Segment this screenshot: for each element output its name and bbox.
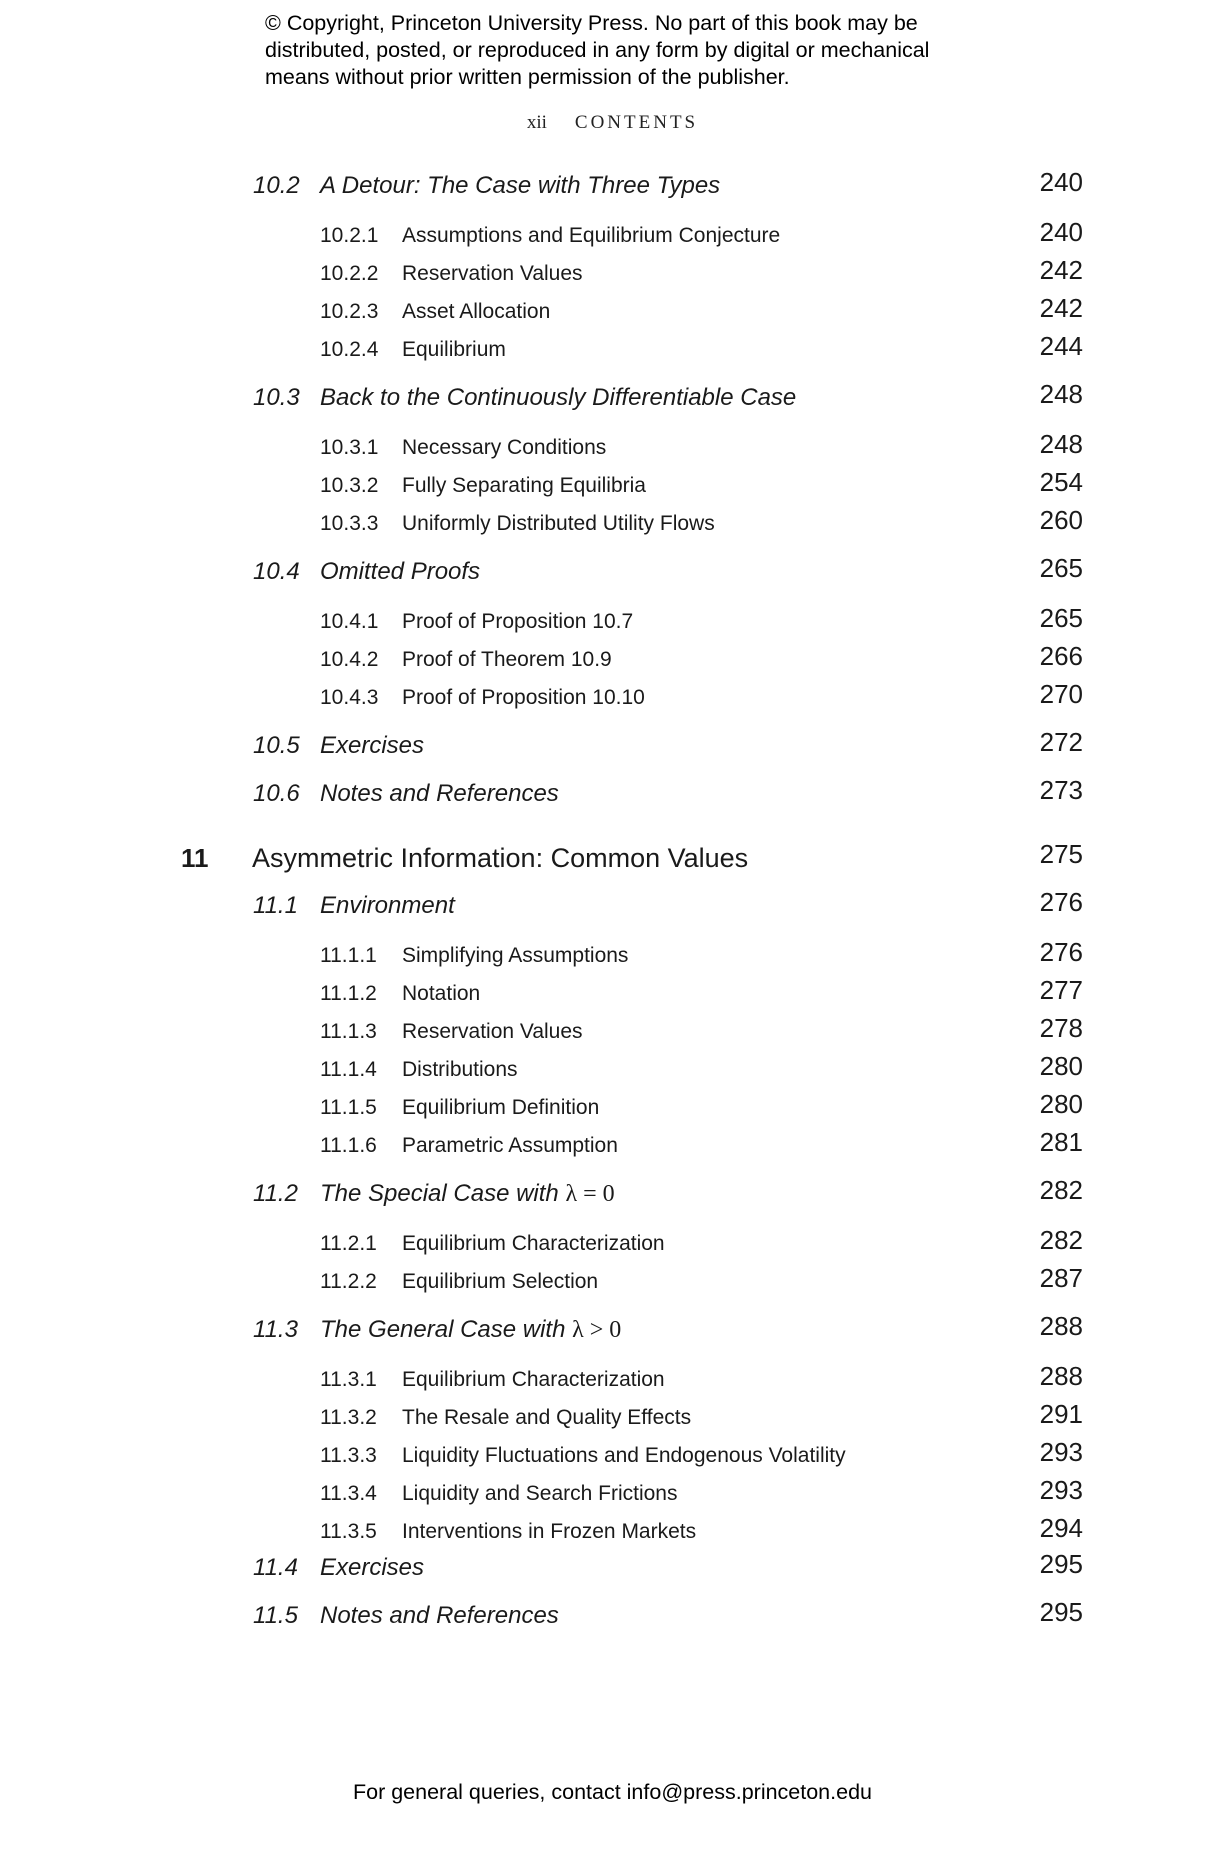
- toc-entry-number: 11.1.3: [320, 1020, 377, 1043]
- toc-entry-number: 10.4.2: [320, 648, 379, 671]
- toc-entry-title-text: Uniformly Distributed Utility Flows: [402, 512, 715, 535]
- toc-subsection-row[interactable]: [0, 1226, 1225, 1262]
- toc-entry-title: [320, 554, 480, 590]
- toc-entry-title-text: Reservation Values: [402, 1020, 583, 1043]
- toc-section-row[interactable]: [0, 1598, 1225, 1634]
- toc-entry-title: [402, 1128, 618, 1164]
- toc-entry-number: 11: [181, 843, 209, 873]
- toc-entry-number: 11.2.2: [320, 1270, 377, 1293]
- toc-section-row[interactable]: [0, 1312, 1225, 1348]
- toc-entry-title: [402, 1264, 598, 1300]
- copyright-notice: © Copyright, Princeton University Press. No part of this book may be distributed, posted, or reproduced in any form by digital or mechanical means without prior written permission of the publisher.: [265, 11, 930, 89]
- toc-entry-title-text: Equilibrium Definition: [402, 1096, 600, 1119]
- toc-entry-page-number: 277: [1039, 975, 1083, 1005]
- toc-entry-page-number: 242: [1039, 255, 1083, 285]
- toc-entry-title-text: Reservation Values: [402, 262, 583, 285]
- toc-entry-title-text: The General Case with: [320, 1316, 573, 1343]
- running-head: [0, 112, 1225, 134]
- toc-entry-title-text: Liquidity Fluctuations and Endogenous Volatility: [402, 1444, 846, 1467]
- toc-section-row[interactable]: [0, 888, 1225, 924]
- toc-entry-title-text: Asymmetric Information: Common Values: [252, 843, 749, 873]
- toc-entry-title: [320, 888, 455, 924]
- toc-entry-page-number: 276: [1039, 937, 1083, 967]
- toc-entry-title-text: The Resale and Quality Effects: [402, 1406, 692, 1429]
- toc-entry-number: 11.1: [253, 892, 298, 919]
- toc-entry-number: 10.3.1: [320, 436, 379, 459]
- toc-entry-page-number: 288: [1039, 1361, 1083, 1391]
- toc-entry-title: [402, 642, 612, 678]
- toc-entry-title-text: Equilibrium Characterization: [402, 1232, 665, 1255]
- toc-entry-page-number: 273: [1039, 775, 1083, 805]
- toc-entry-number: 10.3.3: [320, 512, 379, 535]
- toc-entry-title: [402, 332, 506, 368]
- toc-entry-title: [402, 1400, 691, 1436]
- toc-entry-number: 10.2.2: [320, 262, 379, 285]
- toc-entry-title-text: Assumptions and Equilibrium Conjecture: [402, 224, 781, 247]
- toc-entry-title-text: Proof of Theorem 10.9: [402, 648, 612, 671]
- toc-entry-title-text: Omitted Proofs: [320, 558, 481, 585]
- toc-entry-number: 11.1.2: [320, 982, 377, 1005]
- toc-entry-number: 11.3.2: [320, 1406, 377, 1429]
- toc-entry-math: λ > 0: [572, 1317, 622, 1343]
- toc-subsection-row[interactable]: [0, 1514, 1225, 1550]
- toc-entry-number: 11.1.4: [320, 1058, 377, 1081]
- toc-entry-title-text: Equilibrium: [402, 338, 506, 361]
- toc-entry-title: [320, 168, 720, 204]
- toc-entry-title: [402, 468, 646, 504]
- toc-entry-page-number: 242: [1039, 293, 1083, 323]
- toc-section-row[interactable]: [0, 554, 1225, 590]
- toc-entry-title-text: Liquidity and Search Frictions: [402, 1482, 678, 1505]
- toc-entry-page-number: 278: [1039, 1013, 1083, 1043]
- toc-entry-title: [402, 1362, 665, 1398]
- toc-section-row[interactable]: [0, 728, 1225, 764]
- toc-subsection-row[interactable]: [0, 680, 1225, 716]
- toc-subsection-row[interactable]: [0, 1090, 1225, 1126]
- toc-entry-title-text: Environment: [320, 892, 455, 919]
- toc-entry-page-number: 265: [1039, 553, 1083, 583]
- toc-entry-number: 11.4: [253, 1554, 298, 1581]
- toc-entry-number: 11.1.6: [320, 1134, 377, 1157]
- toc-entry-page-number: 240: [1039, 217, 1083, 247]
- toc-entry-page-number: 266: [1039, 641, 1083, 671]
- toc-entry-title: [402, 938, 628, 974]
- toc-entry-title: [402, 976, 480, 1012]
- toc-entry-number: 11.3.1: [320, 1368, 377, 1391]
- toc-entry-title-text: Exercises: [320, 1554, 425, 1581]
- toc-entry-title: [402, 1052, 518, 1088]
- toc-entry-title: [402, 1438, 846, 1474]
- toc-entry-title: [402, 680, 645, 716]
- toc-entry-title: [402, 294, 550, 330]
- toc-section-row[interactable]: [0, 776, 1225, 812]
- toc-entry-number: 11.3.4: [320, 1482, 377, 1505]
- toc-entry-title: [402, 1226, 665, 1262]
- toc-entry-page-number: 248: [1039, 379, 1083, 409]
- toc-entry-title-text: Fully Separating Equilibria: [402, 474, 646, 497]
- toc-subsection-row[interactable]: [0, 642, 1225, 678]
- toc-entry-title-text: Notation: [402, 982, 481, 1005]
- toc-entry-title: [402, 604, 633, 640]
- toc-entry-title: [402, 430, 606, 466]
- toc-subsection-row[interactable]: [0, 1128, 1225, 1164]
- page-folio: xii: [526, 112, 547, 133]
- toc-entry-page-number: 282: [1039, 1175, 1083, 1205]
- toc-entry-page-number: 293: [1039, 1437, 1083, 1467]
- toc-subsection-row[interactable]: [0, 294, 1225, 330]
- toc-subsection-row[interactable]: [0, 332, 1225, 368]
- toc-entry-page-number: 260: [1039, 505, 1083, 535]
- toc-entry-page-number: 291: [1039, 1399, 1083, 1429]
- toc-entry-page-number: 293: [1039, 1475, 1083, 1505]
- toc-entry-title-text: The Special Case with: [320, 1180, 566, 1207]
- toc-entry-number: 10.6: [253, 780, 300, 807]
- toc-subsection-row[interactable]: [0, 256, 1225, 292]
- toc-entry-number: 10.4.1: [320, 610, 379, 633]
- toc-entry-title: [402, 1476, 677, 1512]
- toc-entry-title-text: Notes and References: [320, 780, 559, 807]
- toc-entry-title: [320, 1550, 424, 1586]
- toc-entry-title: [402, 218, 780, 254]
- toc-entry-page-number: 270: [1039, 679, 1083, 709]
- toc-entry-number: 11.1.5: [320, 1096, 377, 1119]
- toc-entry-title-text: Asset Allocation: [402, 300, 551, 323]
- toc-section-row[interactable]: [0, 380, 1225, 416]
- toc-entry-title-text: Necessary Conditions: [402, 436, 607, 459]
- toc-subsection-row[interactable]: [0, 430, 1225, 466]
- toc-subsection-row[interactable]: [0, 506, 1225, 542]
- toc-entry-title: [320, 1312, 621, 1348]
- toc-entry-title-text: Exercises: [320, 732, 425, 759]
- toc-entry-number: 11.5: [253, 1602, 298, 1629]
- toc-subsection-row[interactable]: [0, 1014, 1225, 1050]
- toc-entry-page-number: 294: [1039, 1513, 1083, 1543]
- toc-entry-number: 11.1.1: [320, 944, 377, 967]
- toc-entry-page-number: 282: [1039, 1225, 1083, 1255]
- toc-entry-title: [320, 728, 424, 764]
- toc-subsection-row[interactable]: [0, 976, 1225, 1012]
- toc-entry-number: 10.2.4: [320, 338, 379, 361]
- toc-entry-page-number: 288: [1039, 1311, 1083, 1341]
- toc-entry-title: [402, 1014, 583, 1050]
- toc-entry-number: 11.3.5: [320, 1520, 377, 1543]
- toc-subsection-row[interactable]: [0, 1052, 1225, 1088]
- toc-entry-title-text: Proof of Proposition 10.7: [402, 610, 634, 633]
- toc-entry-number: 10.5: [253, 732, 300, 759]
- toc-entry-title: [252, 840, 748, 876]
- toc-section-row[interactable]: [0, 1176, 1225, 1212]
- toc-entry-title-text: Simplifying Assumptions: [402, 944, 629, 967]
- toc-entry-title-text: Interventions in Frozen Markets: [402, 1520, 697, 1543]
- toc-entry-page-number: 287: [1039, 1263, 1083, 1293]
- toc-entry-page-number: 280: [1039, 1051, 1083, 1081]
- toc-section-row[interactable]: [0, 1550, 1225, 1586]
- toc-entry-title: [402, 1090, 599, 1126]
- toc-entry-page-number: 276: [1039, 887, 1083, 917]
- toc-entry-title: [402, 256, 583, 292]
- toc-subsection-row[interactable]: [0, 1264, 1225, 1300]
- toc-entry-title-text: Parametric Assumption: [402, 1134, 618, 1157]
- toc-entry-number: 10.4: [253, 558, 300, 585]
- toc-entry-page-number: 280: [1039, 1089, 1083, 1119]
- toc-entry-title: [320, 1598, 559, 1634]
- toc-entry-title-text: Distributions: [402, 1058, 518, 1081]
- toc-subsection-row[interactable]: [0, 1362, 1225, 1398]
- toc-entry-title-text: Proof of Proposition 10.10: [402, 686, 645, 709]
- toc-entry-page-number: 295: [1039, 1597, 1083, 1627]
- toc-chapter-row[interactable]: [0, 840, 1225, 876]
- toc-entry-title: [320, 776, 559, 812]
- toc-entry-page-number: 275: [1039, 839, 1083, 869]
- toc-subsection-row[interactable]: [0, 604, 1225, 640]
- toc-entry-number: 10.2: [253, 172, 300, 199]
- toc-entry-title-text: Equilibrium Characterization: [402, 1368, 665, 1391]
- toc-entry-page-number: 254: [1039, 467, 1083, 497]
- toc-entry-page-number: 244: [1039, 331, 1083, 361]
- toc-entry-title-text: Notes and References: [320, 1602, 559, 1629]
- toc-entry-number: 10.4.3: [320, 686, 379, 709]
- toc-entry-page-number: 295: [1039, 1549, 1083, 1579]
- footer-contact: For general queries, contact info@press.princeton.edu: [352, 1780, 872, 1804]
- toc-subsection-row[interactable]: [0, 1400, 1225, 1436]
- toc-subsection-row[interactable]: [0, 1438, 1225, 1474]
- toc-entry-number: 11.3.3: [320, 1444, 377, 1467]
- toc-entry-title-text: Back to the Continuously Differentiable Case: [320, 384, 797, 411]
- toc-entry-number: 11.3: [253, 1316, 298, 1343]
- toc-entry-title-text: Equilibrium Selection: [402, 1270, 599, 1293]
- toc-entry-number: 10.2.3: [320, 300, 379, 323]
- toc-entry-number: 10.3.2: [320, 474, 379, 497]
- toc-entry-math: λ = 0: [565, 1181, 615, 1207]
- toc-entry-number: 11.2: [253, 1180, 298, 1207]
- toc-entry-number: 10.2.1: [320, 224, 379, 247]
- toc-entry-page-number: 265: [1039, 603, 1083, 633]
- toc-subsection-row[interactable]: [0, 938, 1225, 974]
- toc-entry-page-number: 281: [1039, 1127, 1083, 1157]
- toc-entry-title-text: A Detour: The Case with Three Types: [320, 172, 721, 199]
- toc-subsection-row[interactable]: [0, 1476, 1225, 1512]
- toc-entry-title: [402, 1514, 696, 1550]
- running-title: CONTENTS: [574, 112, 699, 133]
- toc-entry-title: [402, 506, 715, 542]
- toc-subsection-row[interactable]: [0, 218, 1225, 254]
- toc-entry-page-number: 272: [1039, 727, 1083, 757]
- toc-subsection-row[interactable]: [0, 468, 1225, 504]
- toc-entry-page-number: 240: [1039, 167, 1083, 197]
- toc-entry-page-number: 248: [1039, 429, 1083, 459]
- toc-entry-title: [320, 380, 796, 416]
- toc-entry-number: 11.2.1: [320, 1232, 377, 1255]
- toc-section-row[interactable]: [0, 168, 1225, 204]
- toc-entry-title: [320, 1176, 615, 1212]
- toc-entry-number: 10.3: [253, 384, 300, 411]
